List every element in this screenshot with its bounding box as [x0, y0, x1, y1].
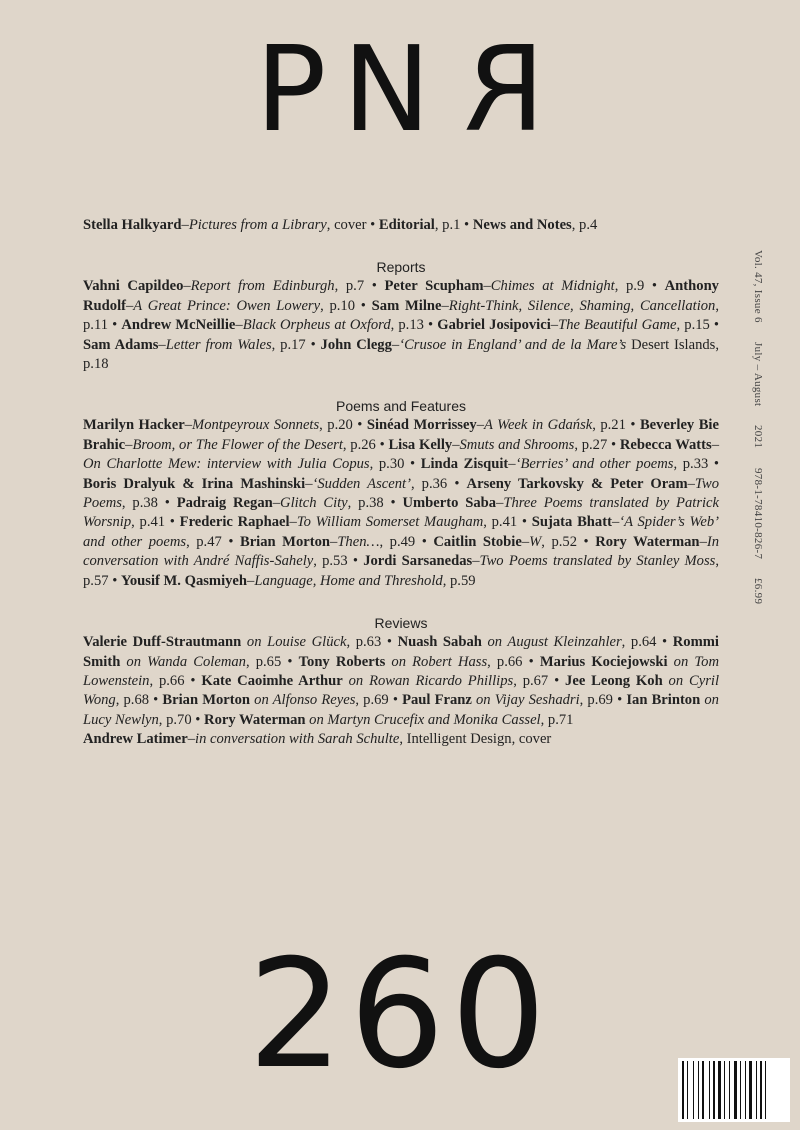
work-title: Black Orpheus at Oxford	[242, 317, 391, 334]
page-reference: , p.64 •	[621, 634, 673, 651]
section-entries	[83, 633, 719, 730]
contributor-name: Anthony Rudolf	[83, 278, 719, 314]
work-title: A Week in Gdańsk	[484, 417, 593, 434]
page-reference: –	[496, 495, 504, 512]
barcode-bar	[687, 1061, 688, 1119]
section-heading: Reports	[376, 259, 426, 276]
page-reference: , p.33 •	[673, 456, 720, 473]
work-title: on Tom Lowenstein	[83, 653, 719, 689]
work-title: on Vijay Seshadri	[471, 692, 580, 709]
page-reference: , p.41 •	[483, 514, 532, 531]
barcode-bar	[767, 1061, 769, 1119]
work-title: on Louise Glück	[241, 634, 347, 651]
page-reference: , p.59	[442, 572, 476, 589]
barcode-bar	[749, 1061, 752, 1119]
page-reference: , p.9 •	[614, 278, 665, 295]
contributor-name: Sujata Bhatt	[531, 514, 612, 531]
contributor-name: Jordi Sarsanedas	[363, 553, 473, 570]
work-title: ‘A Spider’s Web’ and other poems	[83, 514, 720, 550]
table-of-contents	[83, 216, 719, 750]
contributor-name: Brian Morton	[162, 692, 251, 709]
contributor-name: Paul Franz	[402, 692, 472, 709]
work-title: Smuts and Shrooms	[459, 436, 575, 453]
work-title: On Charlotte Mew: interview with Julia Copus	[83, 456, 370, 473]
page-reference: , p.63 •	[346, 634, 398, 651]
work-title: The Beautiful Game	[558, 317, 677, 334]
barcode-bar	[747, 1061, 748, 1119]
page-reference: , p.57 •	[83, 553, 719, 589]
contributor-name: Padraig Regan	[176, 495, 273, 512]
page-reference: , p.67 •	[513, 672, 566, 689]
page-reference: , p.4	[571, 217, 598, 233]
work-title: ‘Sudden Ascent’	[312, 475, 411, 492]
barcode-bar	[682, 1061, 684, 1119]
page-reference: –	[289, 514, 297, 531]
barcode-bar	[695, 1061, 697, 1119]
page-reference: –	[687, 475, 695, 492]
back-cover-credit	[83, 730, 719, 749]
page-reference: , Intelligent Design, cover	[399, 731, 552, 748]
barcode-bar	[705, 1061, 708, 1119]
work-title: In conversation with André Naffis-Sahely	[83, 533, 720, 570]
page-reference: –	[391, 336, 400, 353]
page-reference: –	[125, 436, 133, 453]
issue-number: 260	[247, 928, 553, 1102]
page-reference: , p.65 •	[245, 653, 299, 670]
work-title: on Martyn Crucefix and Monika Cassel	[305, 711, 541, 728]
barcode-bar	[685, 1061, 686, 1119]
section-poems-and-features	[83, 397, 719, 591]
barcode-bar	[758, 1061, 759, 1119]
work-title: Report from Edinburgh	[190, 278, 335, 295]
contributor-name: Rory Waterman	[595, 533, 700, 550]
barcode-bar	[745, 1061, 746, 1119]
contributor-name: Andrew McNeillie	[121, 317, 236, 334]
barcode-bar	[711, 1061, 712, 1119]
isbn: 978-1-78410-826-7	[752, 467, 764, 559]
contributor-name: Caitlin Stobie	[433, 533, 522, 550]
barcode-bar	[742, 1061, 744, 1119]
page-reference: , p.26 •	[342, 436, 389, 453]
contributor-name: Arseny Tarkovsky & Peter Oram	[466, 475, 688, 492]
page-reference: –	[330, 533, 338, 550]
work-title: on Rowan Ricardo Phillips	[342, 672, 514, 689]
work-title: To William Somerset Maugham	[296, 514, 484, 531]
page-reference: , p.21 •	[592, 417, 640, 434]
page-reference: –	[184, 417, 193, 434]
contributor-name: Valerie Duff-Strautmann	[83, 634, 242, 651]
page-reference: –	[181, 217, 189, 233]
contributor-name: Ian Brinton	[626, 692, 701, 709]
contributor-name: Rommi Smith	[83, 634, 719, 670]
page-reference: –	[305, 475, 313, 492]
contributor-name: Andrew Latimer	[83, 731, 188, 748]
page-reference: , p.66 •	[487, 653, 540, 670]
page-reference: , p.1 •	[434, 217, 473, 233]
page-reference: –	[550, 317, 559, 334]
page-reference: –	[247, 572, 255, 589]
work-title: Language, Home and Threshold	[254, 572, 443, 589]
page-reference: –	[158, 336, 166, 353]
contributor-name: Vahni Capildeo	[83, 278, 184, 295]
contributor-name: Nuash Sabah	[397, 634, 482, 651]
logo-letter-n: N	[342, 20, 447, 158]
contributor-name: Linda Zisquit	[420, 456, 509, 473]
contributor-name: Marilyn Hacker	[83, 417, 185, 434]
page-reference: , p.36 •	[410, 475, 467, 492]
barcode-bar	[729, 1061, 730, 1119]
page-reference: –	[611, 514, 620, 531]
barcode-bar	[763, 1061, 764, 1119]
barcode-bar	[716, 1061, 717, 1119]
page-reference: –	[699, 533, 707, 550]
work-title: Two Poems	[83, 475, 719, 512]
page-reference: –	[476, 417, 485, 434]
contributor-name: Sinéad Morrissey	[366, 417, 477, 434]
page-reference: –	[711, 436, 719, 453]
volume-issue: Vol. 47, Issue 6	[752, 250, 764, 323]
page-reference: , p.52 •	[541, 533, 596, 550]
contributor-name: Jee Leong Koh	[565, 672, 663, 689]
barcode-bar	[722, 1061, 723, 1119]
page-reference: –	[272, 495, 281, 512]
contributor-name: Sam Milne	[371, 297, 442, 314]
page-reference: , p.41 •	[131, 514, 180, 531]
page-reference: , p.70 •	[158, 711, 205, 728]
page-reference: –	[452, 436, 460, 453]
page-reference: , p.20 •	[319, 417, 367, 434]
barcode-bar	[724, 1061, 725, 1119]
page-reference: , p.11 •	[83, 297, 719, 334]
contributor-name: Yousif M. Qasmiyeh	[120, 572, 248, 589]
barcode-bar	[731, 1061, 733, 1119]
page-reference: , p.27 •	[574, 436, 620, 453]
section-heading: Reviews	[374, 615, 428, 632]
issue-date: July – August	[752, 341, 764, 407]
page-reference: –	[521, 533, 530, 550]
page-reference: , p.38 •	[347, 495, 403, 512]
barcode-bar	[709, 1061, 710, 1119]
barcode-bar	[760, 1061, 762, 1119]
page-reference: , p.69 •	[579, 692, 627, 709]
magazine-logo	[0, 20, 800, 158]
page-reference: –	[235, 317, 243, 334]
contributor-name: Lisa Kelly	[388, 436, 453, 453]
barcode-bar	[702, 1061, 704, 1119]
contributor-name: Boris Dralyuk & Irina Mashinski	[83, 475, 306, 492]
page-reference: –	[187, 731, 196, 748]
contributor-name: Umberto Saba	[402, 495, 497, 512]
barcode-bar	[713, 1061, 715, 1119]
page-reference: –	[183, 278, 191, 295]
barcode-bar	[700, 1061, 701, 1119]
front-matter	[83, 216, 719, 235]
contributor-name: Rory Waterman	[204, 711, 306, 728]
work-title: Then…	[337, 533, 380, 550]
page-reference: –	[483, 278, 491, 295]
contributor-name: John Clegg	[320, 336, 392, 353]
work-title: on Lucy Newlyn	[83, 692, 719, 728]
issue-year: 2021	[752, 425, 764, 449]
work-title: Two Poems translated by Stanley Moss	[479, 553, 716, 570]
page-reference: , p.30 •	[369, 456, 421, 473]
contributor-name: Beverley Bie Brahic	[83, 417, 719, 453]
page-reference: , p.68 •	[115, 692, 163, 709]
work-title: ‘Crusoe in England’ and de la Mare’s	[399, 336, 632, 353]
page-reference: Desert Islands, p.18	[83, 336, 720, 373]
work-title: on Alfonso Reyes	[250, 692, 356, 709]
contributor-name: Frederic Raphael	[179, 514, 290, 531]
contributor-name: Stella Halkyard	[83, 217, 182, 233]
work-title: Three Poems translated by Patrick Worsnip	[83, 495, 720, 531]
barcode-bar	[738, 1061, 739, 1119]
barcode-bar	[740, 1061, 741, 1119]
page-reference: –	[125, 297, 134, 314]
barcode	[678, 1058, 790, 1122]
section-reviews	[83, 614, 719, 730]
page-reference: –	[472, 553, 480, 570]
contributor-name: Marius Kociejowski	[539, 653, 668, 670]
work-title: on August Kleinzahler	[481, 634, 622, 651]
barcode-bar	[734, 1061, 737, 1119]
page-reference: , p.69 •	[355, 692, 403, 709]
barcode-bar	[689, 1061, 692, 1119]
contributor-name: Rebecca Watts	[619, 436, 712, 453]
page-reference: , p.49 •	[379, 533, 434, 550]
work-title: ‘Berries’ and other poems	[515, 456, 674, 473]
page-reference: , p.47 •	[186, 533, 240, 550]
barcode-bar	[765, 1061, 766, 1119]
price: £6.99	[752, 577, 764, 605]
page-reference: , p.71	[540, 711, 574, 728]
work-title: Right-Think, Silence, Shaming, Cancellation	[448, 297, 716, 314]
section-entries	[83, 277, 719, 374]
page-reference: , cover •	[326, 217, 379, 233]
logo-letter-p: P	[255, 20, 343, 158]
contributor-name: Gabriel Josipovici	[437, 317, 551, 334]
work-title: Pictures from a Library	[188, 217, 327, 233]
section-reports	[83, 258, 719, 374]
contributor-name: Editorial	[378, 217, 435, 233]
page-reference: , p.17 •	[271, 336, 321, 353]
page-reference: –	[441, 297, 449, 314]
work-title: W	[529, 533, 542, 550]
work-title: A Great Prince: Owen Lowery	[133, 297, 321, 314]
logo-letter-r-mirrored: R	[446, 20, 545, 158]
page-reference: , p.38 •	[121, 495, 177, 512]
work-title: in conversation with Sarah Schulte	[195, 731, 400, 748]
barcode-bar	[718, 1061, 721, 1119]
contributor-name: Sam Adams	[83, 336, 159, 353]
work-title: Broom, or The Flower of the Desert	[132, 436, 343, 453]
work-title: Chimes at Midnight	[490, 278, 615, 295]
spine-info	[752, 250, 764, 620]
work-title: on Robert Hass	[385, 653, 488, 670]
section-entries	[83, 416, 719, 591]
contributor-name: Brian Morton	[239, 533, 331, 550]
page-reference: , p.53 •	[313, 553, 364, 570]
barcode-bar	[756, 1061, 757, 1119]
page-reference: –	[508, 456, 516, 473]
barcode-bar	[726, 1061, 728, 1119]
barcode-bar	[698, 1061, 699, 1119]
work-title: Glitch City	[280, 495, 348, 512]
barcode-bar	[693, 1061, 694, 1119]
page-reference: , p.66 •	[149, 672, 202, 689]
contributor-name: News and Notes	[472, 217, 572, 233]
page-reference: , p.13 •	[390, 317, 438, 334]
contributor-name: Peter Scupham	[384, 278, 484, 295]
contributor-name: Kate Caoimhe Arthur	[201, 672, 343, 689]
page-reference: , p.15 •	[676, 317, 720, 334]
page-reference: , p.10 •	[320, 297, 372, 314]
work-title: Montpeyroux Sonnets	[192, 417, 320, 434]
barcode-bar	[753, 1061, 755, 1119]
work-title: on Wanda Coleman	[120, 653, 246, 670]
section-heading: Poems and Features	[336, 398, 466, 415]
contributor-name: Tony Roberts	[298, 653, 386, 670]
work-title: Letter from Wales	[165, 336, 272, 353]
work-title: on Cyril Wong	[83, 672, 719, 709]
page-reference: , p.7 •	[334, 278, 385, 295]
